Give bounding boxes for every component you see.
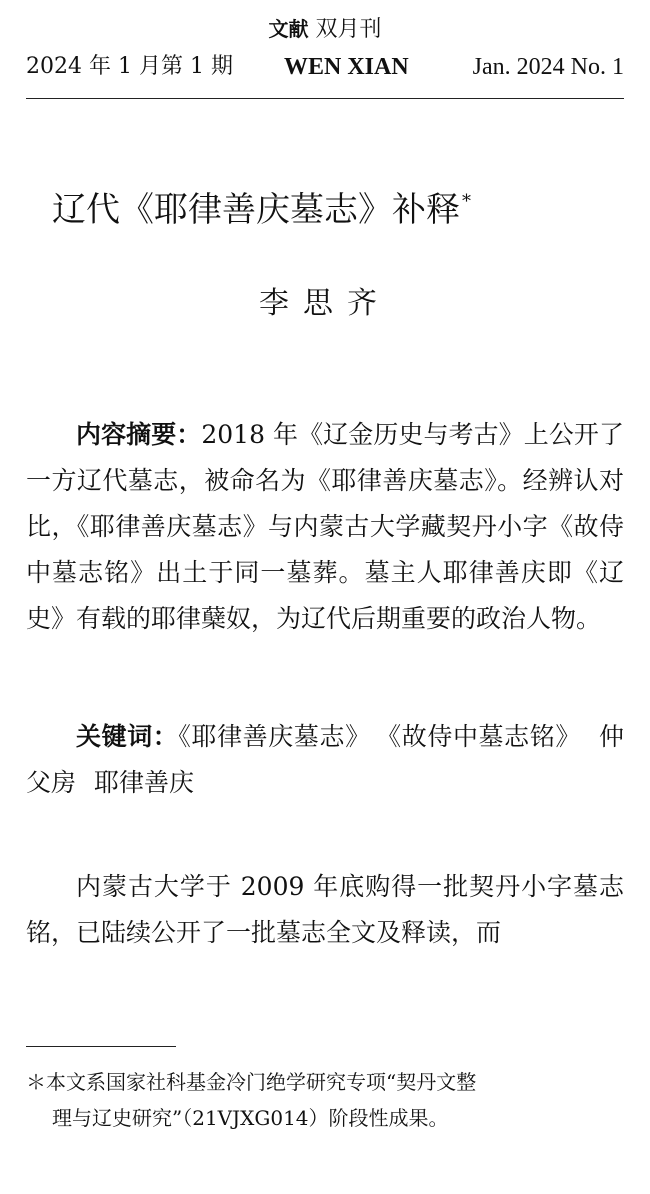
keyword-item: 《耶律善庆墓志》 [178,722,371,751]
journal-english-name: WEN XIAN [284,54,409,80]
intro-paragraph: 内蒙古大学于 2009 年底购得一批契丹小字墓志铭，已陆续公开了一批墓志全文及释读，而 [26,872,624,947]
body-text [26,864,624,956]
journal-title [26,14,624,45]
header-divider [26,98,624,99]
footnote-line-2: 理与辽史研究”（21VJXG014）阶段性成果。 [52,1106,449,1130]
title-footnote-mark: * [462,191,471,212]
abstract-text: 2018 年《辽金历史与考古》上公开了一方辽代墓志，被命名为《耶律善庆墓志》。经辨认对比，《耶律善庆墓志》与内蒙古大学藏契丹小字《故侍中墓志铭》出土于同一墓葬。墓主人耶律善庆即《辽史》有载的耶律蘖奴，为辽代后期重要的政治人物。 [26,420,624,633]
journal-header [26,14,624,100]
journal-frequency: 双月刊 [308,17,382,42]
issue-row [26,50,624,84]
keywords-paragraph [26,714,624,806]
author-name: 李思齐 [259,286,391,321]
footnote-line-1: ＊本文系国家社科基金冷门绝学研究专项“契丹文整 [26,1070,477,1094]
issue-english: Jan. 2024 No. 1 [472,54,624,80]
keyword-item: 仲父房 [26,722,624,797]
footnote [26,1064,624,1136]
article-title [52,176,612,236]
keywords-label: 关键词： [76,722,179,751]
keywords-section [26,714,624,806]
footnote-divider [26,1046,176,1047]
abstract-label: 内容摘要： [76,420,202,449]
journal-name: 文献 [268,17,309,41]
issue-chinese: 2024 年 1 月第 1 期 [26,54,233,79]
keyword-item: 《故侍中墓志铭》 [388,722,581,751]
keyword-item: 耶律善庆 [94,768,195,797]
abstract-paragraph [26,412,624,642]
abstract-section [26,412,624,642]
article-title-text: 辽代《耶律善庆墓志》补释 [52,190,460,230]
